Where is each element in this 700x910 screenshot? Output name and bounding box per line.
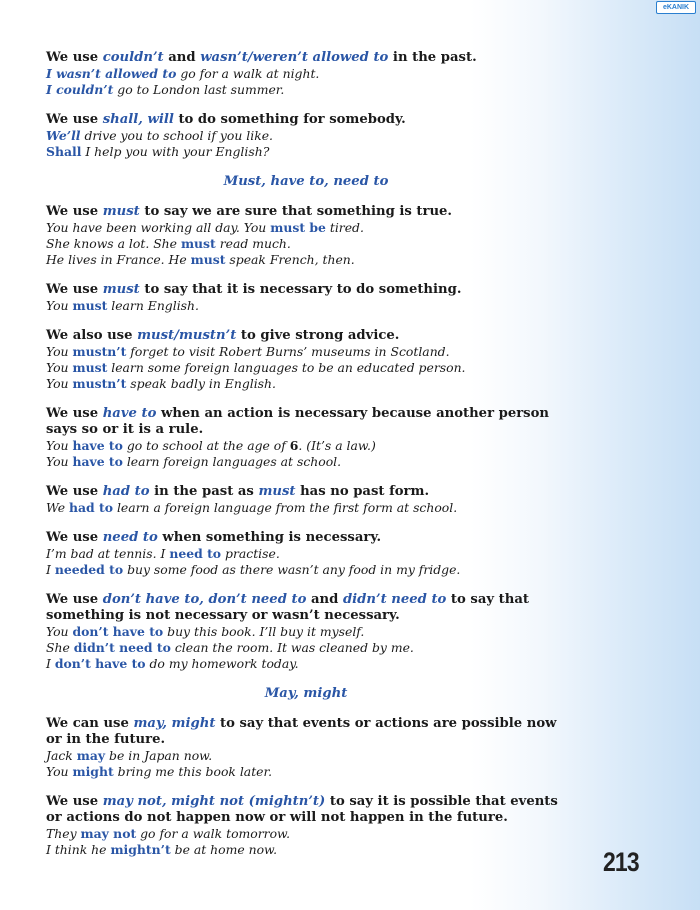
example-sentence [46,344,566,360]
rule-text [46,592,566,624]
rule-part: We also use [46,328,138,343]
section-have-to [46,406,566,470]
section-need-to [46,530,566,578]
example-part: He lives in France. He [46,252,191,267]
section-shall-will [46,112,566,160]
keyword: must [72,298,108,313]
example-part: learn a foreign language from the first form at school. [113,500,458,515]
section-couldnt [46,50,566,98]
example-part: go to school at the age of [122,438,290,453]
rule-part: We use [46,484,103,499]
rule-part: We use [46,282,103,297]
example-sentence [46,144,566,160]
example-part: She [46,640,74,655]
example-sentence [46,748,566,764]
rule-part: to give strong advice. [236,328,400,343]
keyword: must [190,252,226,267]
example-part: You [46,376,73,391]
example-sentence [46,220,566,236]
rule-part: to do something for somebody. [173,112,406,127]
example-sentence [46,66,566,82]
example-part: We [46,500,69,515]
example-sentence [46,82,566,98]
example-part: go for a walk at night. [176,66,320,81]
example-part: speak French, then. [225,252,355,267]
example-part: I help you with your English? [81,144,270,159]
example-sentence [46,546,566,562]
example-part: buy this book. I’ll buy it myself. [163,624,365,639]
example-sentence [46,376,566,392]
rule-text [46,112,566,128]
example-sentence [46,454,566,470]
rule-text [46,484,566,500]
example-part: practise. [221,546,280,561]
example-part: read much. [215,236,291,251]
keyword: need to [102,530,158,545]
grammar-content [46,50,566,872]
example-sentence [46,360,566,376]
section-may-might [46,716,566,780]
example-part: I think he [46,842,111,857]
example-part: forget to visit Robert Burns’ museums in Scotland. [126,344,450,359]
example-number: 6 [289,438,299,453]
example-part: go to London last summer. [113,82,285,97]
example-part: go for a walk tomorrow. [136,826,291,841]
keyword: mustn’t [72,376,127,391]
keyword: may, might [133,716,216,731]
rule-part: We use [46,530,103,545]
rule-text [46,406,566,438]
rule-part: to say that something is not necessary or wasn’t necessary. [46,592,529,623]
keyword: may not, might not (mightn’t) [102,794,326,809]
keyword: Shall [46,144,82,159]
rule-part: to say that events or actions are possible now or in the future. [46,716,557,747]
keyword: must [258,484,296,499]
keyword: had to [69,500,114,515]
keyword: I couldn’t [46,82,114,97]
rule-part: in the past as [149,484,259,499]
section-must-necessary [46,282,566,314]
publisher-logo: eKANIK [656,1,696,14]
example-part: learn foreign languages at school. [122,454,342,469]
example-part: be at home now. [170,842,278,857]
keyword: might [72,764,114,779]
keyword: don’t have to [72,624,164,639]
keyword: must [72,360,108,375]
example-sentence [46,252,566,268]
keyword: wasn’t/weren’t allowed to [200,50,389,65]
rule-part: to say we are sure that something is true. [139,204,453,219]
example-sentence [46,640,566,656]
rule-part: to say it is possible that events or actions do not happen now or will not happen in the future. [46,794,558,825]
rule-part: when something is necessary. [157,530,382,545]
example-part: She knows a lot. She [46,236,181,251]
rule-part: to say that it is necessary to do something. [139,282,462,297]
keyword: We’ll [46,128,81,143]
example-sentence [46,842,566,858]
section-must-advice [46,328,566,392]
keyword: need to [169,546,222,561]
keyword: shall, will [102,112,174,127]
section-heading-may: May, might [264,686,348,701]
keyword: didn’t need to [73,640,171,655]
rule-text [46,716,566,748]
keyword: needed to [54,562,124,577]
keyword: I wasn’t allowed to [46,66,177,81]
rule-part: We use [46,50,103,65]
example-part: . (It’s a law.) [298,438,376,453]
rule-part: We use [46,406,103,421]
example-part: You [46,764,73,779]
keyword: have to [72,438,123,453]
example-part: be in Japan now. [105,748,213,763]
rule-part: We use [46,794,103,809]
rule-text [46,50,566,66]
keyword: don’t have to [54,656,146,671]
section-had-to [46,484,566,516]
example-part: learn English. [107,298,199,313]
example-part: clean the room. It was cleaned by me. [170,640,414,655]
keyword: must be [270,220,326,235]
example-part: tired. [325,220,364,235]
rule-part: has no past form. [295,484,430,499]
keyword: must [102,282,140,297]
example-part: You [46,360,73,375]
example-sentence [46,624,566,640]
rule-text [46,328,566,344]
section-dont-have-to [46,592,566,672]
example-part: bring me this book later. [113,764,273,779]
rule-text [46,282,566,298]
keyword: have to [102,406,157,421]
example-part: buy some food as there wasn’t any food in my fridge. [123,562,461,577]
keyword: don’t have to, don’t need to [102,592,307,607]
keyword: must [102,204,140,219]
keyword: mustn’t [72,344,127,359]
keyword: had to [102,484,150,499]
example-sentence [46,656,566,672]
keyword: may [76,748,106,763]
example-part: You [46,454,73,469]
example-part: You [46,438,73,453]
keyword: mightn’t [110,842,171,857]
section-must-sure [46,204,566,268]
rule-part: when an action is necessary because another person says so or it is a rule. [46,406,549,437]
example-part: I [46,562,55,577]
section-may-not [46,794,566,858]
example-sentence [46,128,566,144]
rule-text [46,530,566,546]
keyword: couldn’t [102,50,164,65]
rule-text [46,204,566,220]
example-part: You have been working all day. You [46,220,271,235]
rule-part: We use [46,592,103,607]
keyword: have to [72,454,123,469]
example-sentence [46,500,566,516]
example-sentence [46,764,566,780]
example-part: You [46,344,73,359]
example-part: speak badly in English. [126,376,276,391]
keyword: must/mustn’t [137,328,237,343]
example-sentence [46,298,566,314]
rule-part: and [306,592,343,607]
example-part: do my homework today. [145,656,299,671]
example-part: Jack [46,748,77,763]
rule-part: in the past. [388,50,477,65]
example-sentence [46,562,566,578]
section-heading-must: Must, have to, need to [223,174,389,189]
example-sentence [46,826,566,842]
example-part: learn some foreign languages to be an educated person. [107,360,466,375]
rule-part: We can use [46,716,134,731]
example-part: They [46,826,81,841]
example-sentence [46,438,566,454]
example-part: drive you to school if you like. [80,128,273,143]
keyword: didn’t need to [342,592,447,607]
example-part: You [46,298,73,313]
example-part: I [46,656,55,671]
rule-text [46,794,566,826]
example-part: You [46,624,73,639]
example-sentence [46,236,566,252]
keyword: must [180,236,216,251]
rule-part: We use [46,204,103,219]
keyword: may not [80,826,137,841]
example-part: I’m bad at tennis. I [46,546,170,561]
rule-part: and [163,50,201,65]
page-number: 213 [603,847,639,877]
rule-part: We use [46,112,103,127]
